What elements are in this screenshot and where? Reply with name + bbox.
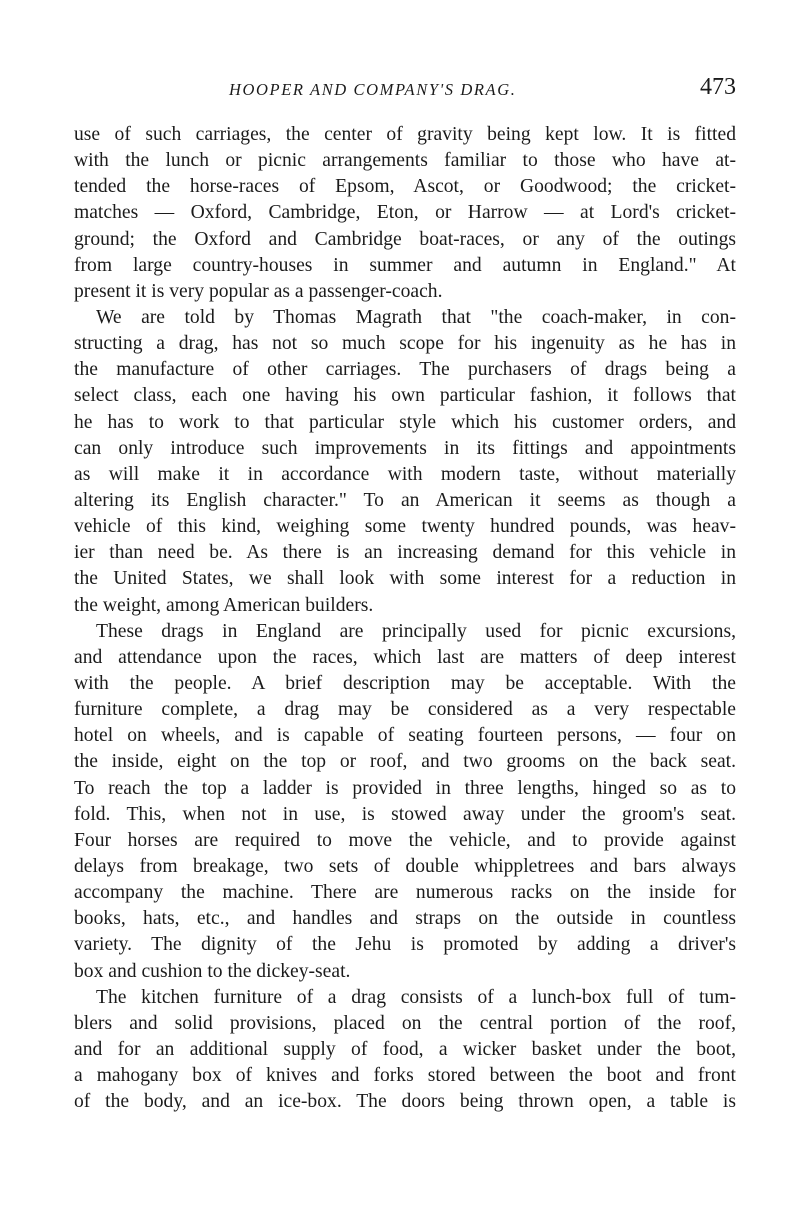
text-line: fold. This, when not in use, is stowed away under the groom's seat. (74, 803, 736, 825)
text-line: from large country-houses in summer and autumn in England." At (74, 254, 736, 276)
text-line: he has to work to that particular style which his customer orders, and (74, 411, 736, 433)
text-line: a mahogany box of knives and forks stored between the boot and front (74, 1065, 736, 1087)
text-line: the weight, among American builders. (74, 594, 374, 616)
text-line: box and cushion to the dickey-seat. (74, 960, 351, 982)
text-line: The kitchen furniture of a drag consists of a lunch-box full of tum- (96, 986, 736, 1008)
paragraph (74, 619, 736, 985)
page-number: 473 (700, 74, 736, 100)
text-line: ground; the Oxford and Cambridge boat-races, or any of the outings (74, 228, 736, 250)
text-line: hotel on wheels, and is capable of seating fourteen persons, — four on (74, 725, 736, 747)
text-line: the manufacture of other carriages. The purchasers of drags being a (74, 359, 736, 381)
paragraph (74, 985, 736, 1116)
text-line: with the people. A brief description may be acceptable. With the (74, 672, 736, 694)
text-line: Four horses are required to move the vehicle, and to provide against (74, 829, 736, 851)
paragraph (74, 122, 736, 305)
text-line: the United States, we shall look with some interest for a reduction in (74, 568, 736, 590)
text-line: These drags in England are principally used for picnic excursions, (96, 620, 736, 642)
text-line: and for an additional supply of food, a wicker basket under the boot, (74, 1038, 736, 1060)
text-line: altering its English character." To an American it seems as though a (74, 489, 736, 511)
text-line: structing a drag, has not so much scope for his ingenuity as he has in (74, 333, 736, 355)
text-line: To reach the top a ladder is provided in three lengths, hinged so as to (74, 777, 736, 799)
text-line: variety. The dignity of the Jehu is promoted by adding a driver's (74, 934, 736, 956)
text-line: use of such carriages, the center of gravity being kept low. It is fitted (74, 124, 736, 145)
text-line: can only introduce such improvements in its fittings and appointments (74, 437, 736, 459)
body-text (74, 122, 736, 1115)
text-line: furniture complete, a drag may be considered as a very respectable (74, 699, 736, 721)
text-line: present it is very popular as a passenger-coach. (74, 280, 443, 302)
text-line: ier than need be. As there is an increasing demand for this vehicle in (74, 542, 736, 564)
text-line: with the lunch or picnic arrangements familiar to those who have at- (74, 150, 736, 172)
text-line: the inside, eight on the top or roof, and two grooms on the back seat. (74, 751, 736, 773)
text-line: matches — Oxford, Cambridge, Eton, or Harrow — at Lord's cricket- (74, 202, 736, 224)
text-line: accompany the machine. There are numerous racks on the inside for (74, 882, 736, 904)
page-header (74, 74, 736, 106)
text-line: tended the horse-races of Epsom, Ascot, or Goodwood; the cricket- (74, 176, 736, 198)
text-line: as will make it in accordance with modern taste, without materially (74, 463, 736, 485)
text-line: blers and solid provisions, placed on the central portion of the roof, (74, 1012, 736, 1034)
text-line: of the body, and an ice-box. The doors being thrown open, a table is (74, 1091, 736, 1113)
paragraph (74, 305, 736, 619)
text-line: select class, each one having his own particular fashion, it follows that (74, 385, 736, 407)
text-line: delays from breakage, two sets of double whippletrees and bars always (74, 855, 736, 877)
running-title: HOOPER AND COMPANY'S DRAG. (229, 80, 517, 99)
text-line: books, hats, etc., and handles and straps on the outside in countless (74, 908, 736, 930)
text-line: We are told by Thomas Magrath that "the coach-maker, in con- (96, 306, 736, 328)
text-line: and attendance upon the races, which last are matters of deep interest (74, 646, 736, 668)
text-line: vehicle of this kind, weighing some twenty hundred pounds, was heav- (74, 516, 736, 538)
